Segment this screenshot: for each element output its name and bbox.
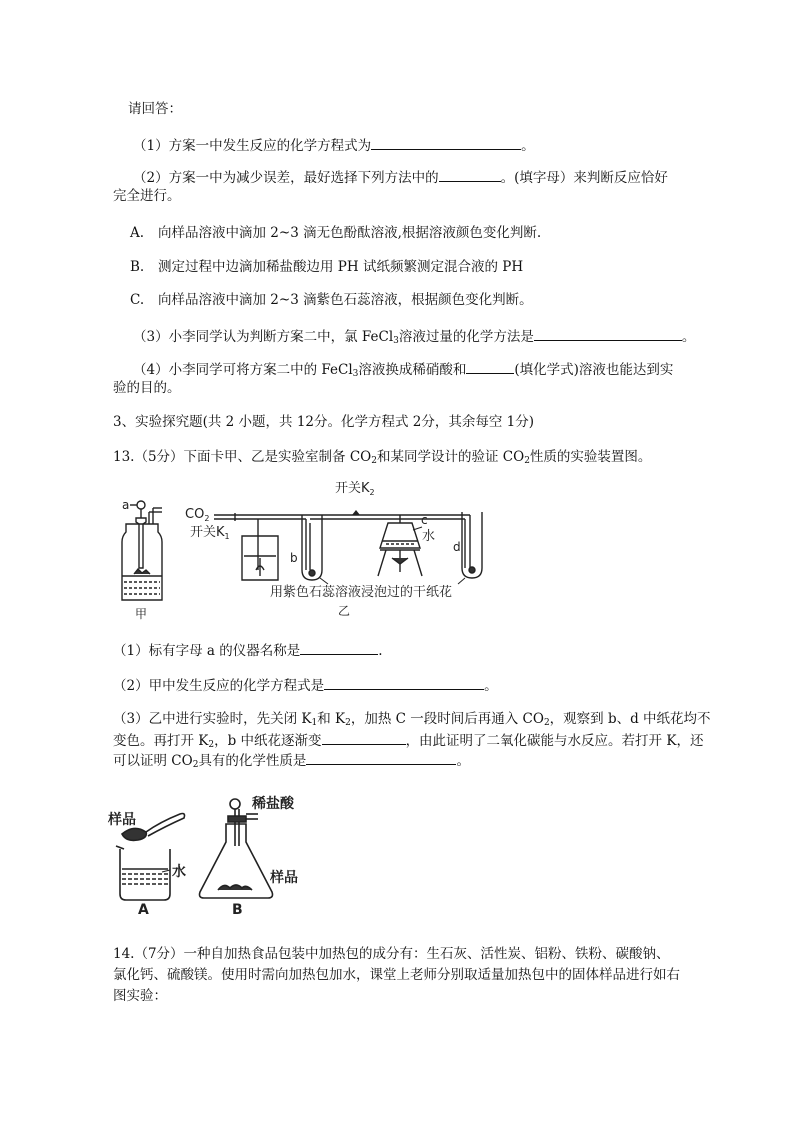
- label-water-a: 水: [172, 864, 186, 880]
- q12-part2-cont: 完全进行。: [113, 188, 181, 204]
- q13-heading: 13.（5分）下面卡甲、乙是实验室制备 $CO_2$和某同学设计的验证 $CO_2$性质的实验装置图。: [113, 449, 652, 466]
- label-sample-b: 样品: [270, 870, 298, 886]
- q12-intro: 请回答：: [128, 101, 182, 117]
- q12-part4: （4）小李同学可将方案二中的 FeCl$_3$溶液换成稀硝酸和 (填化学式)溶液也能达到实: [133, 359, 673, 383]
- label-water: 水: [422, 529, 436, 544]
- label-sample-a: 样品: [108, 812, 136, 828]
- answer-blank-4[interactable]: [466, 359, 514, 374]
- answer-blank-5[interactable]: [300, 640, 378, 655]
- section-3-heading: 3、实验探究题(共 2 小题，共 12分。化学方程式 2分，其余每空 1分): [113, 414, 535, 430]
- flask-jia: [122, 498, 162, 600]
- q12-part4-cont: 验的目的。: [113, 380, 181, 396]
- sample-figure: [100, 794, 320, 919]
- label-A: A: [138, 902, 149, 918]
- q12-part3: （3）小李同学认为判断方案二中，氯 FeCl$_3$溶液过量的化学方法是 。: [133, 326, 695, 350]
- label-d: d: [453, 540, 461, 554]
- q13-sub3-line2: 变色。再打开 $K_2$，b 中纸花逐渐变 ，由此证明了二氧化碳能与水反应。若打开 K，还: [113, 730, 703, 754]
- label-B: B: [232, 902, 243, 918]
- answer-blank-2[interactable]: [439, 167, 501, 182]
- answer-blank-7[interactable]: [322, 730, 406, 745]
- label-k1: 开关$K_1$: [190, 525, 230, 541]
- tubing: [214, 513, 470, 580]
- q13-sub3-line1: （3）乙中进行实验时，先关闭 $K_1$和 $K_2$，加热 C 一段时间后再通入 $CO_2$，观察到 b、d 中纸花均不: [113, 711, 711, 728]
- figure-caption: 用紫色石蕊溶液浸泡过的干纸花: [270, 585, 453, 600]
- answer-blank-3[interactable]: [534, 326, 682, 341]
- answer-blank-8[interactable]: [306, 750, 456, 765]
- label-a: a: [122, 498, 130, 512]
- answer-blank-6[interactable]: [324, 675, 484, 690]
- q14-line2: 氯化钙、硫酸镁。使用时需向加热包加水，课堂上老师分别取适量加热包中的固体样品进行如右: [113, 967, 680, 983]
- apparatus-figure: [110, 478, 510, 626]
- option-c: C. 向样品溶液中滴加 2~3 滴紫色石蕊溶液，根据颜色变化判断。: [130, 292, 533, 308]
- label-acid: 稀盐酸: [252, 796, 294, 812]
- test-tube-d: [462, 512, 482, 578]
- valve-k2-icon: [352, 510, 360, 515]
- option-a: A. 向样品溶液中滴加 2~3 滴无色酚酞溶液,根据溶液颜色变化判断.: [130, 225, 542, 241]
- label-c: c: [421, 513, 428, 527]
- q13-sub2: （2）甲中发生反应的化学方程式是 。: [113, 675, 498, 695]
- q12-part1: （1）方案一中发生反应的化学方程式为 。: [133, 135, 535, 155]
- option-b: B. 测定过程中边滴加稀盐酸边用 PH 试纸频繁测定混合液的 PH: [130, 259, 524, 275]
- answer-blank-1[interactable]: [371, 135, 521, 150]
- label-yi: 乙: [338, 604, 351, 618]
- label-jia: 甲: [135, 607, 148, 621]
- q13-sub1: （1）标有字母 a 的仪器名称是 .: [113, 640, 383, 660]
- q12-part2: （2）方案一中为减少误差，最好选择下列方法中的 。(填字母）来判断反应恰好: [133, 167, 668, 187]
- q14-line3: 图实验：: [113, 988, 167, 1004]
- funnel-c: [378, 515, 422, 576]
- q13-sub3-line3: 可以证明 $CO_2$具有的化学性质是 。: [113, 750, 470, 774]
- label-k2: 开关$K_2$: [335, 481, 375, 497]
- label-co2: $CO_2$: [185, 507, 210, 523]
- label-b: b: [290, 551, 298, 565]
- q14-line1: 14.（7分）一种自加热食品包装中加热包的成分有：生石灰、活性炭、铝粉、铁粉、碳酸钠、: [113, 946, 670, 962]
